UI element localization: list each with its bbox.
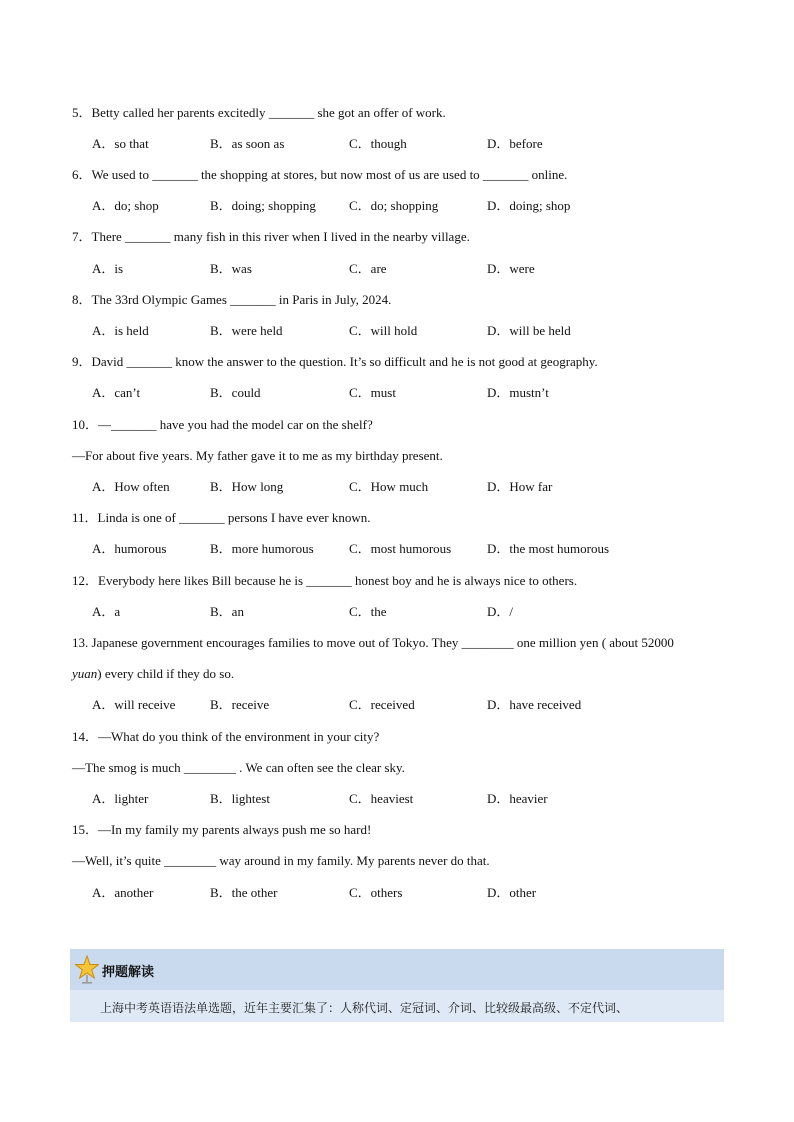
question-8-stem: 8．The 33rd Olympic Games _______ in Paris in July, 2024.	[72, 292, 392, 307]
option-b: B．could	[210, 385, 261, 400]
option-b: B．the other	[210, 885, 278, 900]
option-a: A．is	[92, 261, 124, 276]
option-c: C．the	[349, 604, 387, 619]
section-note-text: 上海中考英语语法单选题，近年主要汇集了：人称代词、定冠词、介词、比较级最高级、不定代词、	[100, 1001, 629, 1015]
option-d: D．doing; shop	[487, 198, 571, 213]
option-a: A．a	[92, 604, 121, 619]
option-a: A．How often	[92, 479, 170, 494]
question-15-stem: 15．—In my family my parents always push me so hard!	[72, 822, 372, 837]
option-b: B．more humorous	[210, 541, 314, 556]
option-a: A．another	[92, 885, 154, 900]
option-a: A．is held	[92, 323, 149, 338]
question-13-stem-continued	[72, 666, 234, 682]
option-d: D．have received	[487, 697, 582, 712]
question-9-stem: 9．David _______ know the answer to the question. It’s so difficult and he is not good at geography.	[72, 354, 598, 369]
option-a: A．can’t	[92, 385, 141, 400]
option-c: C．How much	[349, 479, 429, 494]
question-14-response: —The smog is much ________ . We can often see the clear sky.	[72, 760, 405, 775]
question-10-response: —For about five years. My father gave it to me as my birthday present.	[72, 448, 443, 463]
question-12-options	[92, 604, 652, 620]
section-note	[70, 990, 724, 1022]
question-13-options	[92, 697, 652, 713]
question-12-stem: 12．Everybody here likes Bill because he is _______ honest boy and he is always nice to others.	[72, 573, 578, 588]
question-10-stem: 10．—_______ have you had the model car on the shelf?	[72, 417, 373, 432]
option-d: D．other	[487, 885, 537, 900]
question-11-stem: 11．Linda is one of _______ persons I have ever known.	[72, 510, 371, 525]
option-b: B．was	[210, 261, 252, 276]
option-b: B．lightest	[210, 791, 270, 806]
option-c: C．others	[349, 885, 403, 900]
option-d: D．mustn’t	[487, 385, 549, 400]
question-14-options	[92, 791, 652, 807]
option-b: B．receive	[210, 697, 270, 712]
question-5-stem: 5．Betty called her parents excitedly _______ she got an offer of work.	[72, 105, 446, 120]
option-b: B．How long	[210, 479, 284, 494]
option-a: A．lighter	[92, 791, 149, 806]
option-a: A．humorous	[92, 541, 167, 556]
option-c: C．received	[349, 697, 415, 712]
option-d: D．heavier	[487, 791, 548, 806]
question-8-options	[92, 323, 652, 339]
option-a: A．do; shop	[92, 198, 159, 213]
question-6-stem: 6．We used to _______ the shopping at stores, but now most of us are used to _______ online.	[72, 167, 568, 182]
question-13-stem: 13. Japanese government encourages families to move out of Tokyo. They ________ one million yen ( about 52000	[72, 635, 674, 650]
option-b: B．as soon as	[210, 136, 285, 151]
stem-tail: ) every child if they do so.	[97, 666, 235, 681]
question-10-options	[92, 479, 652, 495]
question-11-options	[92, 541, 652, 557]
option-c: C．most humorous	[349, 541, 452, 556]
option-a: A．will receive	[92, 697, 176, 712]
option-d: D．How far	[487, 479, 553, 494]
currency-yuan: yuan	[72, 666, 98, 681]
option-b: B．doing; shopping	[210, 198, 316, 213]
option-d: D．were	[487, 261, 535, 276]
option-c: C．must	[349, 385, 396, 400]
option-c: C．though	[349, 136, 407, 151]
option-d: D．/	[487, 604, 514, 619]
question-7-options	[92, 261, 652, 277]
option-d: D．before	[487, 136, 543, 151]
option-c: C．heaviest	[349, 791, 414, 806]
option-b: B．were held	[210, 323, 283, 338]
question-6-options	[92, 198, 652, 214]
option-c: C．will hold	[349, 323, 418, 338]
question-15-response: —Well, it’s quite ________ way around in my family. My parents never do that.	[72, 853, 490, 868]
question-14-stem: 14．—What do you think of the environment in your city?	[72, 729, 380, 744]
question-15-options	[92, 885, 652, 901]
question-7-stem: 7．There _______ many fish in this river when I lived in the nearby village.	[72, 229, 470, 244]
section-title: 押题解读	[102, 965, 155, 980]
option-b: B．an	[210, 604, 244, 619]
section-header	[70, 949, 724, 990]
option-d: D．the most humorous	[487, 541, 610, 556]
question-5-options	[92, 136, 652, 152]
option-a: A．so that	[92, 136, 149, 151]
option-c: C．do; shopping	[349, 198, 439, 213]
question-9-options	[92, 385, 652, 401]
star-icon	[75, 955, 99, 985]
option-d: D．will be held	[487, 323, 571, 338]
option-c: C．are	[349, 261, 387, 276]
